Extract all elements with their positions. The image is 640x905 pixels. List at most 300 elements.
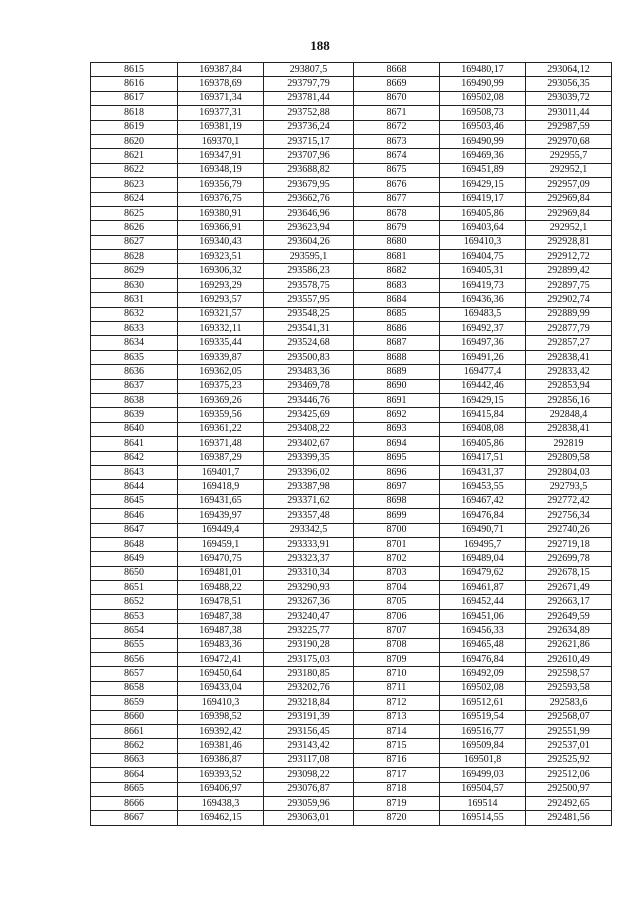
table-cell-x-coordinate-left: 169381,46 — [178, 739, 264, 753]
table-cell-x-coordinate-left: 169306,32 — [178, 264, 264, 278]
table-row — [91, 681, 612, 695]
table-cell-point-number-left: 8660 — [91, 710, 178, 724]
table-row — [91, 451, 612, 465]
table-cell-x-coordinate-right: 169492,37 — [440, 322, 526, 336]
table-cell-point-number-left: 8655 — [91, 638, 178, 652]
table-cell-point-number-right: 8701 — [354, 537, 440, 551]
table-cell-point-number-right: 8705 — [354, 595, 440, 609]
table-cell-x-coordinate-right: 169431,37 — [440, 465, 526, 479]
table-row — [91, 206, 612, 220]
table-cell-y-coordinate-left: 293180,85 — [264, 667, 354, 681]
table-cell-point-number-left: 8640 — [91, 422, 178, 436]
table-cell-x-coordinate-left: 169293,29 — [178, 278, 264, 292]
table-cell-y-coordinate-right: 292955,7 — [526, 149, 612, 163]
table-row — [91, 149, 612, 163]
table-cell-x-coordinate-left: 169462,15 — [178, 811, 264, 825]
table-row — [91, 235, 612, 249]
table-cell-x-coordinate-left: 169431,65 — [178, 494, 264, 508]
table-cell-point-number-left: 8659 — [91, 696, 178, 710]
table-cell-x-coordinate-right: 169492,09 — [440, 667, 526, 681]
table-cell-y-coordinate-right: 292593,58 — [526, 681, 612, 695]
table-cell-point-number-left: 8623 — [91, 178, 178, 192]
table-cell-point-number-right: 8693 — [354, 422, 440, 436]
table-cell-x-coordinate-right: 169405,31 — [440, 264, 526, 278]
table-row — [91, 63, 612, 77]
table-cell-point-number-right: 8696 — [354, 465, 440, 479]
table-cell-x-coordinate-right: 169509,84 — [440, 739, 526, 753]
table-cell-x-coordinate-left: 169470,75 — [178, 552, 264, 566]
table-cell-x-coordinate-left: 169450,64 — [178, 667, 264, 681]
table-row — [91, 566, 612, 580]
table-cell-point-number-right: 8708 — [354, 638, 440, 652]
table-cell-x-coordinate-right: 169456,33 — [440, 624, 526, 638]
table-cell-x-coordinate-right: 169502,08 — [440, 91, 526, 105]
table-cell-y-coordinate-left: 293323,37 — [264, 552, 354, 566]
table-cell-y-coordinate-left: 293557,95 — [264, 293, 354, 307]
table-cell-x-coordinate-left: 169481,01 — [178, 566, 264, 580]
table-row — [91, 494, 612, 508]
table-cell-y-coordinate-right: 292804,03 — [526, 465, 612, 479]
table-cell-point-number-left: 8635 — [91, 350, 178, 364]
table-cell-point-number-right: 8676 — [354, 178, 440, 192]
table-cell-point-number-left: 8641 — [91, 437, 178, 451]
table-cell-x-coordinate-left: 169321,57 — [178, 307, 264, 321]
table-cell-point-number-right: 8713 — [354, 710, 440, 724]
table-cell-x-coordinate-right: 169461,87 — [440, 581, 526, 595]
table-cell-y-coordinate-right: 292649,59 — [526, 609, 612, 623]
table-cell-x-coordinate-right: 169489,04 — [440, 552, 526, 566]
table-cell-x-coordinate-right: 169436,36 — [440, 293, 526, 307]
table-row — [91, 134, 612, 148]
table-row — [91, 77, 612, 91]
table-cell-point-number-left: 8665 — [91, 782, 178, 796]
table-cell-x-coordinate-right: 169490,99 — [440, 134, 526, 148]
table-cell-y-coordinate-right: 292610,49 — [526, 653, 612, 667]
table-cell-y-coordinate-left: 293290,93 — [264, 581, 354, 595]
table-cell-x-coordinate-right: 169410,3 — [440, 235, 526, 249]
table-cell-x-coordinate-right: 169408,08 — [440, 422, 526, 436]
table-cell-y-coordinate-right: 292678,15 — [526, 566, 612, 580]
table-cell-x-coordinate-right: 169405,86 — [440, 437, 526, 451]
table-cell-y-coordinate-left: 293797,79 — [264, 77, 354, 91]
table-cell-y-coordinate-right: 292902,74 — [526, 293, 612, 307]
table-cell-x-coordinate-right: 169491,26 — [440, 350, 526, 364]
table-cell-point-number-left: 8639 — [91, 408, 178, 422]
table-cell-y-coordinate-left: 293396,02 — [264, 465, 354, 479]
table-cell-point-number-right: 8699 — [354, 509, 440, 523]
table-cell-y-coordinate-left: 293736,24 — [264, 120, 354, 134]
table-cell-y-coordinate-left: 293781,44 — [264, 91, 354, 105]
table-cell-x-coordinate-right: 169429,15 — [440, 393, 526, 407]
table-cell-x-coordinate-right: 169415,84 — [440, 408, 526, 422]
table-row — [91, 365, 612, 379]
table-row — [91, 724, 612, 738]
table-cell-x-coordinate-left: 169392,42 — [178, 724, 264, 738]
table-cell-x-coordinate-left: 169371,48 — [178, 437, 264, 451]
table-row — [91, 653, 612, 667]
table-cell-y-coordinate-right: 292634,89 — [526, 624, 612, 638]
table-cell-x-coordinate-left: 169472,41 — [178, 653, 264, 667]
table-cell-x-coordinate-left: 169359,56 — [178, 408, 264, 422]
table-cell-point-number-right: 8706 — [354, 609, 440, 623]
table-cell-point-number-right: 8683 — [354, 278, 440, 292]
table-row — [91, 293, 612, 307]
table-cell-x-coordinate-left: 169487,38 — [178, 609, 264, 623]
table-cell-point-number-right: 8681 — [354, 250, 440, 264]
table-cell-point-number-left: 8644 — [91, 480, 178, 494]
table-row — [91, 509, 612, 523]
table-cell-point-number-left: 8661 — [91, 724, 178, 738]
table-cell-y-coordinate-right: 292952,1 — [526, 163, 612, 177]
table-cell-point-number-left: 8651 — [91, 581, 178, 595]
table-cell-point-number-left: 8642 — [91, 451, 178, 465]
table-cell-x-coordinate-left: 169439,97 — [178, 509, 264, 523]
table-cell-point-number-right: 8703 — [354, 566, 440, 580]
table-cell-point-number-left: 8646 — [91, 509, 178, 523]
table-cell-point-number-left: 8620 — [91, 134, 178, 148]
table-cell-x-coordinate-right: 169465,48 — [440, 638, 526, 652]
table-cell-point-number-left: 8657 — [91, 667, 178, 681]
table-cell-y-coordinate-right: 292793,5 — [526, 480, 612, 494]
table-cell-point-number-right: 8690 — [354, 379, 440, 393]
table-cell-x-coordinate-left: 169410,3 — [178, 696, 264, 710]
table-cell-y-coordinate-left: 293595,1 — [264, 250, 354, 264]
table-cell-x-coordinate-left: 169340,43 — [178, 235, 264, 249]
table-cell-x-coordinate-left: 169478,51 — [178, 595, 264, 609]
coordinates-table — [90, 62, 612, 826]
table-cell-point-number-left: 8650 — [91, 566, 178, 580]
table-cell-point-number-left: 8649 — [91, 552, 178, 566]
table-cell-y-coordinate-left: 293408,22 — [264, 422, 354, 436]
table-row — [91, 667, 612, 681]
table-cell-x-coordinate-right: 169516,77 — [440, 724, 526, 738]
table-cell-point-number-left: 8617 — [91, 91, 178, 105]
table-cell-y-coordinate-left: 293342,5 — [264, 523, 354, 537]
table-row — [91, 710, 612, 724]
table-row — [91, 796, 612, 810]
table-cell-y-coordinate-right: 292500,97 — [526, 782, 612, 796]
table-cell-x-coordinate-left: 169381,19 — [178, 120, 264, 134]
table-cell-x-coordinate-left: 169335,44 — [178, 336, 264, 350]
table-cell-point-number-left: 8638 — [91, 393, 178, 407]
table-cell-x-coordinate-left: 169449,4 — [178, 523, 264, 537]
table-cell-y-coordinate-right: 292525,92 — [526, 753, 612, 767]
table-cell-x-coordinate-right: 169419,17 — [440, 192, 526, 206]
table-cell-x-coordinate-right: 169504,57 — [440, 782, 526, 796]
table-cell-x-coordinate-left: 169386,87 — [178, 753, 264, 767]
table-cell-y-coordinate-right: 292719,18 — [526, 537, 612, 551]
table-cell-point-number-right: 8710 — [354, 667, 440, 681]
table-cell-point-number-left: 8616 — [91, 77, 178, 91]
table-cell-point-number-right: 8720 — [354, 811, 440, 825]
table-cell-x-coordinate-left: 169483,36 — [178, 638, 264, 652]
table-cell-point-number-right: 8711 — [354, 681, 440, 695]
table-cell-x-coordinate-left: 169398,52 — [178, 710, 264, 724]
table-row — [91, 322, 612, 336]
table-row — [91, 350, 612, 364]
table-cell-x-coordinate-right: 169476,84 — [440, 509, 526, 523]
table-cell-point-number-left: 8647 — [91, 523, 178, 537]
table-row — [91, 537, 612, 551]
table-row — [91, 480, 612, 494]
table-cell-point-number-right: 8694 — [354, 437, 440, 451]
table-cell-point-number-right: 8695 — [354, 451, 440, 465]
table-cell-x-coordinate-left: 169378,69 — [178, 77, 264, 91]
table-cell-x-coordinate-left: 169438,3 — [178, 796, 264, 810]
table-cell-y-coordinate-right: 292928,81 — [526, 235, 612, 249]
table-cell-y-coordinate-left: 293715,17 — [264, 134, 354, 148]
table-cell-point-number-right: 8678 — [354, 206, 440, 220]
table-cell-y-coordinate-right: 292838,41 — [526, 350, 612, 364]
table-cell-y-coordinate-right: 292819 — [526, 437, 612, 451]
table-cell-point-number-left: 8629 — [91, 264, 178, 278]
table-cell-y-coordinate-left: 293646,96 — [264, 206, 354, 220]
table-row — [91, 739, 612, 753]
table-cell-y-coordinate-right: 292772,42 — [526, 494, 612, 508]
table-cell-y-coordinate-right: 292740,26 — [526, 523, 612, 537]
table-cell-y-coordinate-right: 293056,35 — [526, 77, 612, 91]
table-cell-y-coordinate-right: 292838,41 — [526, 422, 612, 436]
table-row — [91, 552, 612, 566]
table-cell-x-coordinate-left: 169347,91 — [178, 149, 264, 163]
table-cell-x-coordinate-right: 169452,44 — [440, 595, 526, 609]
table-cell-y-coordinate-left: 293218,84 — [264, 696, 354, 710]
table-cell-y-coordinate-left: 293371,62 — [264, 494, 354, 508]
table-cell-x-coordinate-left: 169377,31 — [178, 106, 264, 120]
table-cell-point-number-left: 8654 — [91, 624, 178, 638]
table-cell-x-coordinate-right: 169451,89 — [440, 163, 526, 177]
table-cell-y-coordinate-left: 293190,28 — [264, 638, 354, 652]
table-row — [91, 221, 612, 235]
table-cell-y-coordinate-left: 293240,47 — [264, 609, 354, 623]
coordinates-table-container — [90, 62, 611, 826]
table-cell-x-coordinate-left: 169362,05 — [178, 365, 264, 379]
table-cell-x-coordinate-right: 169477,4 — [440, 365, 526, 379]
table-row — [91, 768, 612, 782]
table-cell-y-coordinate-left: 293333,91 — [264, 537, 354, 551]
table-cell-x-coordinate-right: 169451,06 — [440, 609, 526, 623]
table-cell-point-number-left: 8658 — [91, 681, 178, 695]
table-cell-point-number-left: 8618 — [91, 106, 178, 120]
table-cell-x-coordinate-left: 169487,38 — [178, 624, 264, 638]
table-row — [91, 192, 612, 206]
table-cell-point-number-right: 8714 — [354, 724, 440, 738]
table-cell-x-coordinate-left: 169369,26 — [178, 393, 264, 407]
table-cell-point-number-left: 8619 — [91, 120, 178, 134]
table-cell-y-coordinate-left: 293399,35 — [264, 451, 354, 465]
table-cell-point-number-right: 8670 — [354, 91, 440, 105]
table-cell-point-number-right: 8712 — [354, 696, 440, 710]
table-body — [91, 63, 612, 826]
table-row — [91, 307, 612, 321]
table-cell-y-coordinate-left: 293063,01 — [264, 811, 354, 825]
table-cell-point-number-left: 8636 — [91, 365, 178, 379]
table-cell-point-number-right: 8672 — [354, 120, 440, 134]
table-cell-point-number-right: 8718 — [354, 782, 440, 796]
table-cell-point-number-right: 8688 — [354, 350, 440, 364]
table-cell-x-coordinate-right: 169514 — [440, 796, 526, 810]
table-cell-y-coordinate-left: 293623,94 — [264, 221, 354, 235]
table-cell-y-coordinate-right: 292583,6 — [526, 696, 612, 710]
table-cell-y-coordinate-right: 292537,01 — [526, 739, 612, 753]
table-cell-point-number-left: 8626 — [91, 221, 178, 235]
table-cell-x-coordinate-right: 169429,15 — [440, 178, 526, 192]
table-row — [91, 278, 612, 292]
table-cell-point-number-left: 8627 — [91, 235, 178, 249]
table-cell-point-number-left: 8622 — [91, 163, 178, 177]
table-cell-y-coordinate-right: 292970,68 — [526, 134, 612, 148]
table-row — [91, 437, 612, 451]
table-row — [91, 782, 612, 796]
table-row — [91, 624, 612, 638]
table-cell-y-coordinate-right: 293064,12 — [526, 63, 612, 77]
table-cell-x-coordinate-left: 169375,23 — [178, 379, 264, 393]
table-cell-point-number-right: 8691 — [354, 393, 440, 407]
table-cell-y-coordinate-left: 293679,95 — [264, 178, 354, 192]
table-cell-point-number-left: 8630 — [91, 278, 178, 292]
table-cell-point-number-right: 8668 — [354, 63, 440, 77]
table-cell-y-coordinate-right: 292809,58 — [526, 451, 612, 465]
table-cell-point-number-right: 8684 — [354, 293, 440, 307]
table-cell-point-number-left: 8634 — [91, 336, 178, 350]
table-cell-point-number-right: 8716 — [354, 753, 440, 767]
table-cell-x-coordinate-left: 169401,7 — [178, 465, 264, 479]
table-cell-y-coordinate-left: 293156,45 — [264, 724, 354, 738]
table-cell-x-coordinate-left: 169348,19 — [178, 163, 264, 177]
table-cell-point-number-left: 8632 — [91, 307, 178, 321]
table-cell-y-coordinate-left: 293446,76 — [264, 393, 354, 407]
table-cell-x-coordinate-left: 169387,84 — [178, 63, 264, 77]
table-cell-x-coordinate-right: 169501,8 — [440, 753, 526, 767]
table-row — [91, 91, 612, 105]
table-cell-y-coordinate-left: 293117,08 — [264, 753, 354, 767]
table-cell-y-coordinate-left: 293604,26 — [264, 235, 354, 249]
table-cell-y-coordinate-left: 293688,82 — [264, 163, 354, 177]
table-row — [91, 609, 612, 623]
table-cell-x-coordinate-right: 169479,62 — [440, 566, 526, 580]
table-cell-y-coordinate-left: 293469,78 — [264, 379, 354, 393]
table-cell-x-coordinate-left: 169323,51 — [178, 250, 264, 264]
table-cell-point-number-left: 8667 — [91, 811, 178, 825]
table-cell-y-coordinate-right: 293039,72 — [526, 91, 612, 105]
table-cell-x-coordinate-right: 169514,55 — [440, 811, 526, 825]
table-cell-point-number-left: 8648 — [91, 537, 178, 551]
table-cell-x-coordinate-right: 169442,46 — [440, 379, 526, 393]
table-row — [91, 106, 612, 120]
table-cell-x-coordinate-left: 169293,57 — [178, 293, 264, 307]
table-cell-point-number-right: 8697 — [354, 480, 440, 494]
table-cell-point-number-right: 8700 — [354, 523, 440, 537]
table-cell-x-coordinate-right: 169495,7 — [440, 537, 526, 551]
table-cell-point-number-right: 8682 — [354, 264, 440, 278]
table-cell-point-number-left: 8662 — [91, 739, 178, 753]
table-cell-point-number-left: 8664 — [91, 768, 178, 782]
table-cell-x-coordinate-right: 169417,51 — [440, 451, 526, 465]
table-row — [91, 163, 612, 177]
table-cell-point-number-right: 8709 — [354, 653, 440, 667]
table-cell-x-coordinate-left: 169361,22 — [178, 422, 264, 436]
table-cell-point-number-right: 8669 — [354, 77, 440, 91]
table-cell-y-coordinate-left: 293098,22 — [264, 768, 354, 782]
table-cell-point-number-left: 8656 — [91, 653, 178, 667]
table-row — [91, 250, 612, 264]
table-cell-x-coordinate-left: 169366,91 — [178, 221, 264, 235]
table-cell-y-coordinate-left: 293267,36 — [264, 595, 354, 609]
table-cell-point-number-left: 8663 — [91, 753, 178, 767]
table-cell-y-coordinate-left: 293524,68 — [264, 336, 354, 350]
table-cell-point-number-right: 8717 — [354, 768, 440, 782]
table-cell-y-coordinate-left: 293662,76 — [264, 192, 354, 206]
table-cell-point-number-left: 8633 — [91, 322, 178, 336]
table-cell-point-number-left: 8643 — [91, 465, 178, 479]
table-row — [91, 178, 612, 192]
table-cell-y-coordinate-left: 293807,5 — [264, 63, 354, 77]
table-cell-x-coordinate-right: 169502,08 — [440, 681, 526, 695]
table-cell-x-coordinate-left: 169371,34 — [178, 91, 264, 105]
table-cell-y-coordinate-left: 293500,83 — [264, 350, 354, 364]
table-row — [91, 696, 612, 710]
table-cell-y-coordinate-right: 292848,4 — [526, 408, 612, 422]
table-cell-point-number-right: 8715 — [354, 739, 440, 753]
table-cell-x-coordinate-left: 169376,75 — [178, 192, 264, 206]
table-cell-y-coordinate-right: 292756,34 — [526, 509, 612, 523]
table-row — [91, 336, 612, 350]
table-cell-y-coordinate-right: 292492,65 — [526, 796, 612, 810]
table-cell-point-number-right: 8687 — [354, 336, 440, 350]
table-cell-y-coordinate-left: 293425,69 — [264, 408, 354, 422]
table-cell-y-coordinate-right: 292833,42 — [526, 365, 612, 379]
table-cell-y-coordinate-left: 293076,87 — [264, 782, 354, 796]
table-cell-y-coordinate-left: 293578,75 — [264, 278, 354, 292]
table-row — [91, 811, 612, 825]
table-cell-y-coordinate-right: 292621,86 — [526, 638, 612, 652]
table-cell-point-number-right: 8689 — [354, 365, 440, 379]
table-cell-point-number-left: 8653 — [91, 609, 178, 623]
table-cell-x-coordinate-left: 169380,91 — [178, 206, 264, 220]
table-cell-x-coordinate-right: 169483,5 — [440, 307, 526, 321]
table-row — [91, 408, 612, 422]
table-cell-x-coordinate-right: 169512,61 — [440, 696, 526, 710]
table-cell-x-coordinate-right: 169490,99 — [440, 77, 526, 91]
table-cell-y-coordinate-right: 292969,84 — [526, 206, 612, 220]
table-cell-y-coordinate-right: 292481,56 — [526, 811, 612, 825]
table-cell-y-coordinate-right: 292857,27 — [526, 336, 612, 350]
table-cell-point-number-right: 8671 — [354, 106, 440, 120]
table-cell-y-coordinate-left: 293402,67 — [264, 437, 354, 451]
table-cell-x-coordinate-left: 169332,11 — [178, 322, 264, 336]
table-cell-y-coordinate-left: 293586,23 — [264, 264, 354, 278]
table-cell-point-number-right: 8675 — [354, 163, 440, 177]
table-row — [91, 581, 612, 595]
table-cell-y-coordinate-right: 292853,94 — [526, 379, 612, 393]
table-cell-y-coordinate-left: 293387,98 — [264, 480, 354, 494]
table-cell-y-coordinate-right: 292856,16 — [526, 393, 612, 407]
table-row — [91, 422, 612, 436]
table-row — [91, 753, 612, 767]
table-cell-y-coordinate-left: 293191,39 — [264, 710, 354, 724]
table-row — [91, 595, 612, 609]
table-cell-x-coordinate-left: 169339,87 — [178, 350, 264, 364]
table-row — [91, 379, 612, 393]
table-cell-y-coordinate-right: 292899,42 — [526, 264, 612, 278]
table-cell-y-coordinate-right: 292568,07 — [526, 710, 612, 724]
table-cell-x-coordinate-right: 169469,36 — [440, 149, 526, 163]
table-cell-point-number-right: 8698 — [354, 494, 440, 508]
table-cell-y-coordinate-right: 292699,78 — [526, 552, 612, 566]
table-cell-y-coordinate-right: 292987,59 — [526, 120, 612, 134]
table-cell-x-coordinate-right: 169403,64 — [440, 221, 526, 235]
table-cell-x-coordinate-right: 169404,75 — [440, 250, 526, 264]
